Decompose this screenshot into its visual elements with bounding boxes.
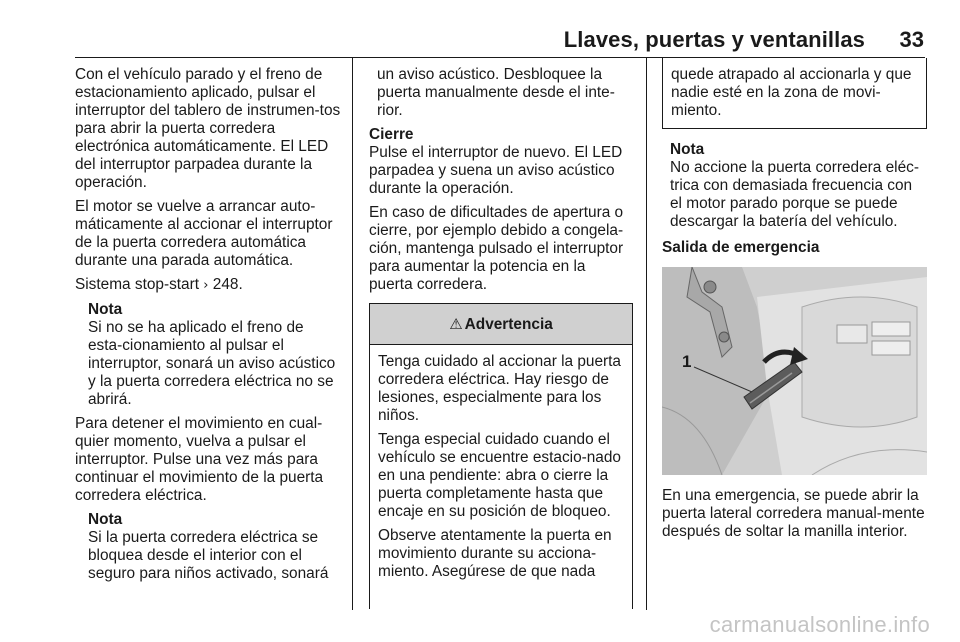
note-text: No accione la puerta corredera eléc-trica con demasiada frecuencia con el motor parado porque se puede descargar la batería del vehículo. <box>670 159 919 230</box>
section-heading: Cierre <box>369 126 414 143</box>
column-2 <box>369 66 633 609</box>
warning-triangle-icon: ⚠ <box>449 315 463 333</box>
paragraph: Pulse el interruptor de nuevo. El LED parpadea y suena un aviso acústico durante la operación. <box>369 144 623 197</box>
note <box>75 301 341 409</box>
section-heading: Salida de emergencia <box>662 239 820 256</box>
cross-reference <box>75 276 341 295</box>
warning-title: Advertencia <box>464 316 553 333</box>
column-divider <box>646 58 647 610</box>
watermark: carmanualsonline.info <box>709 612 930 637</box>
note <box>75 511 341 583</box>
note-continuation: un aviso acústico. Desbloquee la puerta manualmente desde el inte-rior. <box>377 66 615 119</box>
door-interior-illustration <box>662 267 927 475</box>
warning-text: Observe atentamente la puerta en movimiento durante su acciona-miento. Asegúrese de que nada <box>378 527 612 580</box>
note-text: Si no se ha aplicado el freno de esta-cionamiento al pulsar el interruptor, sonará un aviso acústico y la puerta corredera eléctrica no se abrirá. <box>88 319 336 408</box>
reference-text: Sistema stop-start <box>75 276 204 293</box>
warning-text: Tenga cuidado al accionar la puerta corredera eléctrica. Hay riesgo de lesiones, especialmente para los niños. <box>378 353 621 424</box>
warning-text: quede atrapado al accionarla y que nadie esté en la zona de movi-miento. <box>671 66 912 119</box>
note <box>662 141 927 231</box>
warning-box <box>369 303 633 609</box>
chevron-right-icon: › <box>203 278 209 293</box>
warning-header <box>370 304 632 345</box>
emergency-release-figure <box>662 267 927 475</box>
note-text: Si la puerta corredera eléctrica se bloquea desde el interior con el seguro para niños activado, sonará <box>88 529 329 582</box>
column-divider <box>352 58 353 610</box>
note-title: Nota <box>670 141 705 158</box>
warning-box-continuation <box>662 58 927 129</box>
page-number: 33 <box>899 27 924 52</box>
paragraph: Para detener el movimiento en cual-quier momento, vuelva a pulsar el interruptor. Pulse una vez más para continuar el movimiento de la puerta corredera eléctrica. <box>75 415 324 504</box>
paragraph: El motor se vuelve a arrancar auto-máticamente al accionar el interruptor de la puerta corredera automática durante una parada automática. <box>75 198 333 269</box>
note-title: Nota <box>88 511 123 528</box>
column-3 <box>662 66 927 547</box>
warning-text: Tenga especial cuidado cuando el vehículo se encuentre estacio-nado en una pendiente: abra o cierre la puerta completamente hasta que encaje en su posición de bloqueo. <box>378 431 621 520</box>
paragraph: En una emergencia, se puede abrir la puerta lateral corredera manual-mente después de soltar la manilla interior. <box>662 487 925 540</box>
reference-page: 248. <box>212 276 243 293</box>
column-1 <box>75 66 341 589</box>
figure-callout-label: 1 <box>682 352 692 371</box>
page-title: Llaves, puertas y ventanillas <box>563 27 865 52</box>
note-title: Nota <box>88 301 123 318</box>
paragraph: En caso de dificultades de apertura o cierre, por ejemplo debido a congela-ción, mantenga pulsado el interruptor para aumentar la potencia en la puerta corredera. <box>369 204 624 293</box>
paragraph: Con el vehículo parado y el freno de estacionamiento aplicado, pulsar el interruptor del tablero de instrumen-tos para abrir la puerta corredera electrónica automáticamente. El LED del interruptor parpadea durante la operación. <box>75 66 341 191</box>
warning-body <box>370 345 632 581</box>
